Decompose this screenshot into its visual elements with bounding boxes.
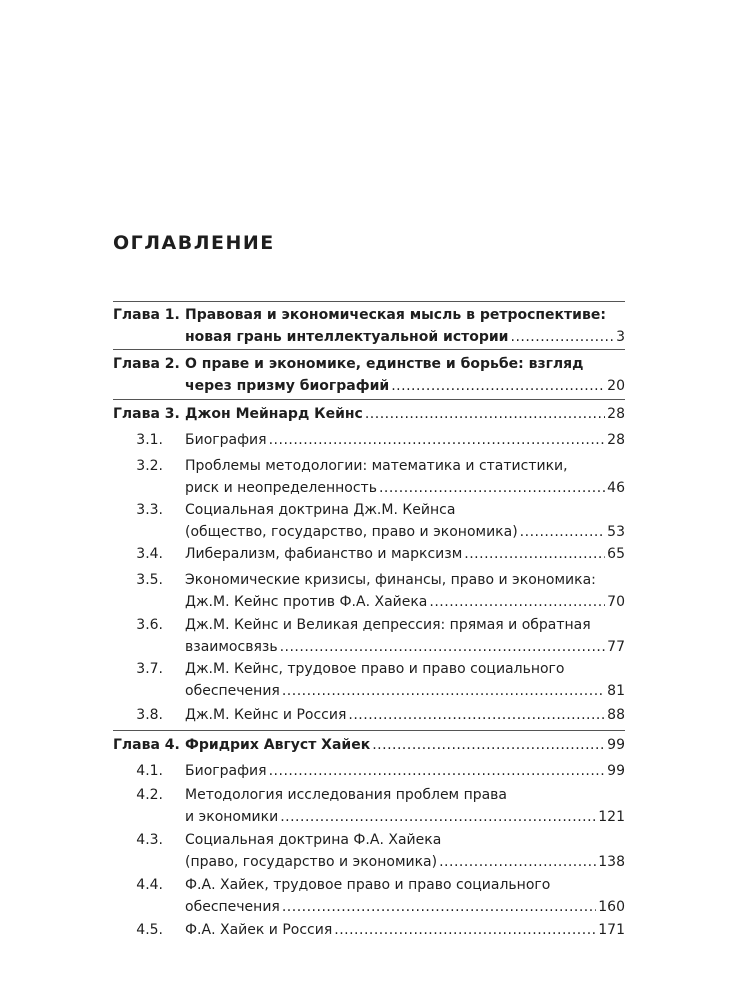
page-number: 3 bbox=[616, 329, 625, 345]
entry-title: Фридрих Август Хайек bbox=[185, 737, 371, 753]
entry-last-line bbox=[185, 734, 625, 756]
entry-number: 4.4. bbox=[136, 877, 163, 893]
entry-number: 3.5. bbox=[136, 572, 163, 588]
entry-number: 4.2. bbox=[136, 787, 163, 803]
entry-last-line bbox=[185, 543, 625, 565]
page-number: 20 bbox=[607, 378, 625, 394]
entry-title: Дж.М. Кейнс и Россия bbox=[185, 707, 347, 723]
entry-title: Проблемы методологии: математика и статистики, bbox=[185, 458, 568, 474]
page-number: 99 bbox=[607, 737, 625, 753]
entry-last-line bbox=[185, 375, 625, 397]
entry-last-line bbox=[185, 591, 625, 613]
entry-last-line bbox=[185, 919, 625, 941]
dot-leader bbox=[282, 680, 605, 702]
entry-last-line bbox=[185, 477, 625, 499]
dot-leader bbox=[439, 851, 596, 873]
dot-leader bbox=[379, 477, 605, 499]
entry-last-line bbox=[185, 896, 625, 918]
entry-title-continued: и экономики bbox=[185, 809, 279, 825]
entry-title: Экономические кризисы, финансы, право и экономика: bbox=[185, 572, 596, 588]
dot-leader bbox=[269, 760, 606, 782]
dot-leader bbox=[464, 543, 605, 565]
entry-last-line bbox=[185, 851, 625, 873]
entry-last-line bbox=[185, 429, 625, 451]
entry-number: 4.5. bbox=[136, 922, 163, 938]
dot-leader bbox=[365, 403, 605, 425]
entry-number: Глава 3. bbox=[113, 406, 180, 422]
dot-leader bbox=[391, 375, 605, 397]
entry-last-line bbox=[185, 403, 625, 425]
entry-last-line bbox=[185, 636, 625, 658]
entry-title-continued: (общество, государство, право и экономика) bbox=[185, 524, 518, 540]
page-number: 121 bbox=[598, 809, 625, 825]
entry-title: Ф.А. Хайек, трудовое право и право социального bbox=[185, 877, 551, 893]
entry-title: Либерализм, фабианство и марксизм bbox=[185, 546, 463, 562]
page-number: 70 bbox=[607, 594, 625, 610]
entry-title: Методология исследования проблем права bbox=[185, 787, 508, 803]
entry-title-continued: новая грань интеллектуальной истории bbox=[185, 329, 509, 345]
entry-number: Глава 2. bbox=[113, 356, 180, 372]
entry-number: 3.1. bbox=[136, 432, 163, 448]
entry-number: 3.6. bbox=[136, 617, 163, 633]
entry-number: 3.3. bbox=[136, 502, 163, 518]
entry-last-line bbox=[185, 806, 625, 828]
entry-last-line bbox=[185, 704, 625, 726]
page-number: 81 bbox=[607, 683, 625, 699]
divider-line bbox=[113, 301, 625, 302]
entry-number: 3.8. bbox=[136, 707, 163, 723]
divider-line bbox=[113, 399, 625, 400]
entry-number: Глава 4. bbox=[113, 737, 180, 753]
entry-title-continued: взаимосвязь bbox=[185, 639, 278, 655]
entry-number: 3.4. bbox=[136, 546, 163, 562]
dot-leader bbox=[280, 636, 606, 658]
entry-last-line bbox=[185, 760, 625, 782]
page-number: 65 bbox=[607, 546, 625, 562]
entry-number: Глава 1. bbox=[113, 307, 180, 323]
page-number: 46 bbox=[607, 480, 625, 496]
page-number: 77 bbox=[607, 639, 625, 655]
entry-title: Ф.А. Хайек и Россия bbox=[185, 922, 333, 938]
page-number: 53 bbox=[607, 524, 625, 540]
entry-number: 4.3. bbox=[136, 832, 163, 848]
entry-title-continued: (право, государство и экономика) bbox=[185, 854, 438, 870]
entry-title: Правовая и экономическая мысль в ретроспективе: bbox=[185, 307, 606, 323]
entry-title-continued: Дж.М. Кейнс против Ф.А. Хайека bbox=[185, 594, 428, 610]
entry-number: 3.2. bbox=[136, 458, 163, 474]
entry-title-continued: риск и неопределенность bbox=[185, 480, 377, 496]
entry-title-continued: обеспечения bbox=[185, 899, 280, 915]
entry-last-line bbox=[185, 521, 625, 543]
entry-title: Социальная доктрина Ф.А. Хайека bbox=[185, 832, 442, 848]
page-number: 171 bbox=[598, 922, 625, 938]
divider-line bbox=[113, 349, 625, 350]
page-number: 88 bbox=[607, 707, 625, 723]
entry-title-continued: через призму биографий bbox=[185, 378, 390, 394]
entry-title: Дж.М. Кейнс и Великая депрессия: прямая и обратная bbox=[185, 617, 591, 633]
dot-leader bbox=[511, 326, 615, 348]
dot-leader bbox=[429, 591, 605, 613]
page-number: 160 bbox=[598, 899, 625, 915]
dot-leader bbox=[520, 521, 606, 543]
dot-leader bbox=[282, 896, 596, 918]
entry-number: 4.1. bbox=[136, 763, 163, 779]
entry-number: 3.7. bbox=[136, 661, 163, 677]
page-number: 28 bbox=[607, 406, 625, 422]
toc-heading: ОГЛАВЛЕНИЕ bbox=[113, 232, 275, 254]
entry-last-line bbox=[185, 680, 625, 702]
entry-title: О праве и экономике, единстве и борьбе: взгляд bbox=[185, 356, 584, 372]
dot-leader bbox=[372, 734, 605, 756]
entry-title: Дж.М. Кейнс, трудовое право и право социального bbox=[185, 661, 565, 677]
page-number: 99 bbox=[607, 763, 625, 779]
dot-leader bbox=[348, 704, 605, 726]
dot-leader bbox=[334, 919, 596, 941]
entry-title: Биография bbox=[185, 763, 267, 779]
entry-last-line bbox=[185, 326, 625, 348]
dot-leader bbox=[269, 429, 606, 451]
entry-title: Биография bbox=[185, 432, 267, 448]
entry-title: Джон Мейнард Кейнс bbox=[185, 406, 363, 422]
dot-leader bbox=[280, 806, 596, 828]
entry-title: Социальная доктрина Дж.М. Кейнса bbox=[185, 502, 456, 518]
entry-title-continued: обеспечения bbox=[185, 683, 280, 699]
page-number: 28 bbox=[607, 432, 625, 448]
divider-line bbox=[113, 730, 625, 731]
page-number: 138 bbox=[598, 854, 625, 870]
